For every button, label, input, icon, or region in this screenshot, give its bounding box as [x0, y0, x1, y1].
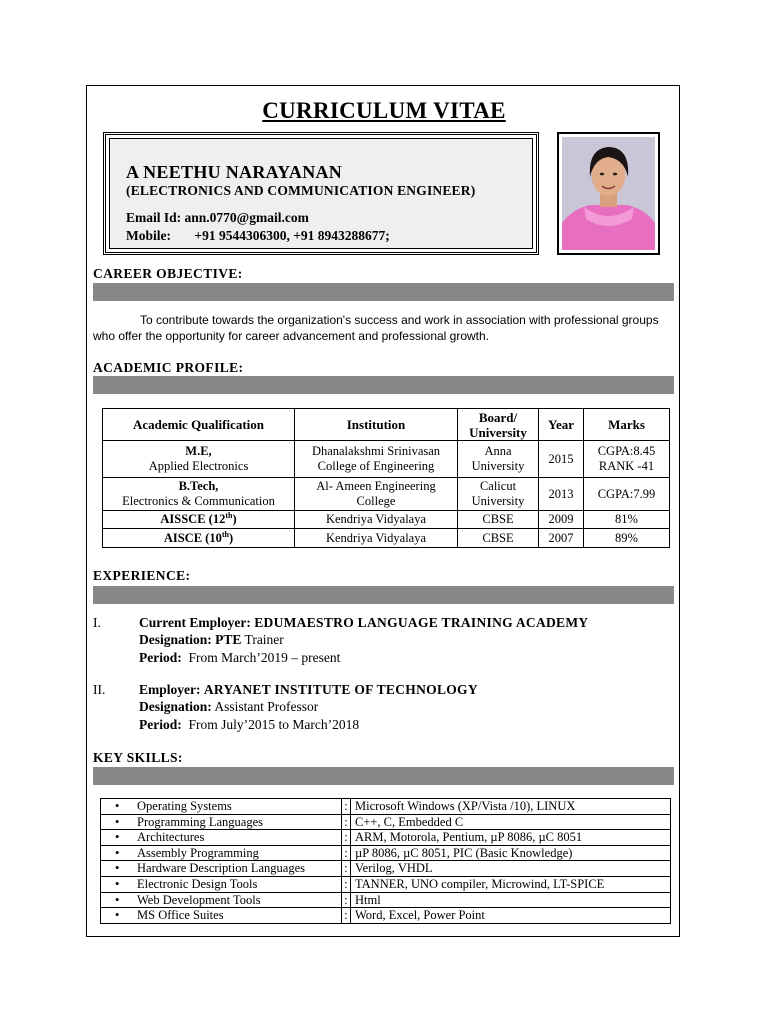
table-row: • Web Development Tools : Html	[101, 892, 671, 908]
section-bar	[93, 586, 674, 604]
section-heading-skills: KEY SKILLS:	[93, 750, 183, 765]
table-row: • MS Office Suites : Word, Excel, Power Point	[101, 908, 671, 924]
table-row: • Electronic Design Tools : TANNER, UNO compiler, Microwind, LT-SPICE	[101, 876, 671, 892]
table-row: • Hardware Description Languages : Verilog, VHDL	[101, 861, 671, 877]
email-label: Email Id:	[126, 210, 182, 225]
section-heading-experience: EXPERIENCE:	[93, 568, 191, 583]
mobile-value: +91 9544306300, +91 8943288677;	[194, 228, 390, 243]
table-row: AISSCE (12th) Kendriya Vidyalaya CBSE 2009 81%	[103, 511, 670, 529]
table-row: AISCE (10th) Kendriya Vidyalaya CBSE 2007 89%	[103, 529, 670, 548]
email-value[interactable]: ann.0770@gmail.com	[184, 210, 309, 225]
email-line	[126, 210, 309, 226]
objective-text: To contribute towards the organization's success and work in association with professional groups who offer the opportunity for career advancement and professional growth.	[93, 313, 659, 343]
section-bar	[93, 376, 674, 394]
mobile-label: Mobile:	[126, 228, 171, 243]
header-box	[103, 132, 539, 255]
skills-table	[100, 798, 671, 924]
profile-photo	[557, 132, 660, 255]
document-title: CURRICULUM VITAE	[262, 98, 506, 123]
table-row: • Operating Systems : Microsoft Windows (XP/Vista /10), LINUX	[101, 799, 671, 815]
candidate-name: A NEETHU NARAYANAN	[126, 162, 343, 182]
table-row: • Architectures : ARM, Motorola, Pentium, µP 8086, µC 8051	[101, 830, 671, 846]
section-heading-academic: ACADEMIC PROFILE:	[93, 360, 244, 375]
table-row: M.E, Applied Electronics Dhanalakshmi Srinivasan College of Engineering Anna University 2015 CGPA:8.45 RANK -41	[103, 441, 670, 478]
table-row: B.Tech, Electronics & Communication Al- Ameen Engineering College Calicut University 2013 CGPA:7.99	[103, 478, 670, 511]
table-row: • Programming Languages : C++, C, Embedded C	[101, 814, 671, 830]
mobile-line	[126, 228, 390, 244]
section-heading-career: CAREER OBJECTIVE:	[93, 266, 243, 281]
academic-table	[102, 408, 670, 548]
section-bar	[93, 283, 674, 301]
candidate-role: (ELECTRONICS AND COMMUNICATION ENGINEER)	[126, 183, 476, 198]
table-header-row: Academic Qualification Institution Board/ University Year Marks	[103, 409, 670, 441]
section-bar	[93, 767, 674, 785]
table-row: • Assembly Programming : µP 8086, µC 8051, PIC (Basic Knowledge)	[101, 845, 671, 861]
